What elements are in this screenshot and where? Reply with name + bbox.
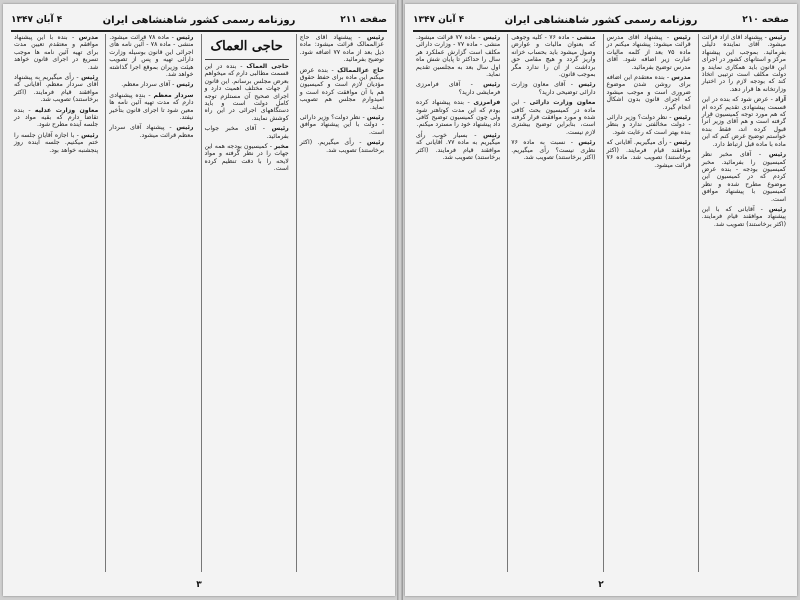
right-page-journal-title: روزنامه رسمی کشور شاهنشاهی ایران <box>504 15 698 26</box>
right-page-column-1 <box>698 34 789 572</box>
speech-text: - آقای مخبر نظر کمیسیون را بفرمائید. مخبر کمیسیون بودجه - بنده عرض کردم که در کمیسیون این موضوع مطرح شده و نظر کمیسیون با پیشنهاد موافق است. <box>701 151 786 203</box>
speech-text: - بنده معتقدم این اضافه برای روشن شدن موضوع ضروری است و موجب میشود که اجرای قانون بدون اشکال انجام گیرد. <box>606 74 691 111</box>
column-text <box>300 34 384 154</box>
speaker-name: رئیس <box>81 74 99 82</box>
speech-text: - بنده تقاضا دارم که بقیه مواد در جلسه آینده مطرح شود. <box>14 106 99 129</box>
left-page-column-4 <box>11 34 101 572</box>
paragraph <box>14 34 98 71</box>
speaker-name: رئیس <box>673 139 691 147</box>
right-page-header <box>413 14 789 32</box>
speech-text: - نسبت به ماده ۷۶ نظری نیست؟ رأی میگیریم. (اکثر برخاستند) تصویب شد. <box>511 139 596 162</box>
column-text <box>14 34 98 154</box>
speaker-name: رئیس <box>673 34 691 41</box>
speaker-name: سردار معظم <box>153 91 194 99</box>
speech-text: - عرض شود که بنده در این قسمت پیشنهادی تقدیم کرده ام که هم مورد توجه کمیسیون قرار گرفته است و هم آقای وزیر آنرا قبول کرده اند، فقط بنده خواستم توضیح عرض کنم که این ماده با ماده قبل ارتباط دارد. <box>701 96 786 148</box>
speech-text: - آقای سردار معظم. <box>121 81 175 89</box>
paragraph <box>109 81 193 88</box>
paragraph <box>702 34 786 93</box>
speaker-name: رئیس <box>768 205 787 213</box>
left-page-number: صفحه ۲۱۱ <box>340 15 387 25</box>
speech-text: - ماده ۷۶ - کلیه وجوهی که بعنوان مالیات و عوارض وصول میشود باید بحساب خزانه واریز گردد و هیچ مقامی حق برداشت از آن را ندارد مگر بموجب قانون. <box>511 34 596 79</box>
speech-text: - کمیسیون بودجه همه این جهات را در نظر گرفته و مواد لایحه را با دقت تنظیم کرده است. <box>204 143 289 173</box>
column-text <box>511 34 595 162</box>
speaker-name: رئیس <box>176 34 194 41</box>
left-page <box>3 4 395 596</box>
paragraph <box>702 206 786 228</box>
speaker-name: رئیس <box>366 139 384 147</box>
right-page <box>405 4 797 596</box>
left-page-column-2 <box>201 34 292 572</box>
left-page-journal-title: روزنامه رسمی کشور شاهنشاهی ایران <box>102 15 296 26</box>
speaker-name: منشی <box>576 34 596 41</box>
paragraph <box>416 99 500 129</box>
speech-text: - آقایانی که با این پیشنهاد موافقند قیام فرمایند. (اکثر برخاستند) تصویب شد. <box>701 205 786 228</box>
right-page-number: صفحه ۲۱۰ <box>742 15 789 25</box>
paragraph <box>511 81 595 96</box>
speaker-name: رئیس <box>768 151 787 159</box>
column-text <box>109 34 193 139</box>
speaker-name: معاون وزارت عدلیه <box>34 106 99 114</box>
right-page-column-4 <box>413 34 503 572</box>
speaker-name: رئیس <box>483 34 501 41</box>
paragraph <box>14 107 98 129</box>
paragraph <box>607 139 691 169</box>
speech-text: - بنده عرض میکنم این ماده برای حفظ حقوق مؤدیان لازم است و کمیسیون هم با آن موافقت کرده است و امیدوارم مجلس هم تصویب نماید. <box>299 66 384 111</box>
speech-text: - نظر دولت؟ وزیر دارائی - دولت مخالفتی ندارد و بنظر بنده بهتر است که رعایت شود. <box>606 114 691 136</box>
speaker-name: مدرس <box>78 34 99 41</box>
paragraph <box>109 92 193 122</box>
speech-text: - با اجازه آقایان جلسه را ختم میکنیم. جلسه آینده روز پنجشنبه خواهد بود. <box>14 131 99 154</box>
speech-text: - آقای فرامرزی فرمایشی دارید؟ <box>416 81 501 96</box>
column-text <box>607 34 691 169</box>
paragraph <box>205 63 289 122</box>
speech-text: - پیشنهاد آقای آزاد قرائت میشود. آقای نماینده دلیلی بفرمائید. بموجب این پیشنهاد مرکز و استانهای کشور در اجرای این قانون باید همکاری نمایند و دولت مکلف است ترتیبی اتخاذ کند که بودجه لازم را در اختیار وزارتخانه ها قرار دهد. <box>701 34 786 93</box>
speaker-name: رئیس <box>366 114 384 122</box>
speech-text: - رأی میگیریم. آقایانی که موافقند قیام فرمایند. (اکثر برخاستند) تصویب شد. ماده ۷۶ قرائت میشود. <box>606 139 691 169</box>
right-page-date: ۴ آبان ۱۳۴۷ <box>413 15 465 25</box>
paragraph <box>416 34 500 78</box>
paragraph <box>109 124 193 139</box>
column-text <box>702 34 786 228</box>
paragraph <box>607 74 691 111</box>
speaker-name: رئیس <box>81 131 99 139</box>
paragraph <box>511 99 595 136</box>
right-page-columns <box>413 34 789 572</box>
speaker-name: رئیس <box>176 124 194 132</box>
paragraph <box>14 74 98 104</box>
paragraph <box>14 132 98 154</box>
speaker-name: حاج عزالممالک <box>337 66 384 74</box>
left-page-column-1 <box>296 34 387 572</box>
paragraph <box>205 125 289 140</box>
paragraph <box>205 143 289 173</box>
section-heading: حاجی العماک <box>210 39 283 54</box>
paragraph <box>109 34 193 78</box>
right-page-footer-number: ۲ <box>598 580 604 590</box>
paragraph <box>300 139 384 154</box>
speech-text: - بنده پیشنهادی دارم که مدت تهیه آئین نامه ها معین شود تا اجرای قانون بتأخیر نیفتد. <box>109 91 194 122</box>
speech-text: - رأی میگیریم به پیشنهاد آقای سردار معظم. آقایانی که موافقند قیام فرمایند. (اکثر برخاستند) تصویب شد. <box>14 74 99 104</box>
speaker-name: رئیس <box>578 81 596 89</box>
speaker-name: حاجی العماک <box>246 63 289 70</box>
speech-text: - پیشنهاد آقای سردار معظم قرائت میشود. <box>109 124 194 139</box>
speech-text: - آقای معاون وزارت دارائی توضیحی دارید؟ <box>511 81 596 96</box>
speech-text: - بسیار خوب. رأی میگیریم به ماده ۷۷. آقایانی که موافقند قیام فرمایند. (اکثر برخاستند) تصویب شد. <box>416 131 501 162</box>
paragraph <box>607 114 691 136</box>
speech-text: - پیشنهاد آقای مدرس قرائت میشود: پیشنهاد میکنم در ماده ۷۵ بعد از کلمه مالیات عبارت زیر اضافه شود. آقای مدرس توضیح بفرمائید. <box>606 34 691 71</box>
left-page-columns <box>11 34 387 572</box>
speaker-name: آزاد <box>775 96 786 104</box>
paragraph <box>702 151 786 203</box>
speaker-name: رئیس <box>578 139 596 147</box>
paragraph <box>607 34 691 71</box>
speaker-name: رئیس <box>768 34 787 41</box>
paragraph <box>300 34 384 64</box>
speaker-name: فرامرزی <box>473 99 501 107</box>
speech-text: - بنده با این پیشنهاد موافقم و معتقدم تعیین مدت برای تهیه آئین نامه ها موجب تسریع در اجرای قانون خواهد شد. <box>14 34 99 71</box>
speech-text: - ماده ۷۷ قرائت میشود. منشی - ماده ۷۷ - وزارت دارائی مکلف است گزارش عملکرد هر سال را حداکثر تا پایان شش ماه اول سال بعد به مجلسین تقدیم نماید. <box>416 34 501 79</box>
left-page-date: ۴ آبان ۱۳۴۷ <box>11 15 63 25</box>
left-page-footer-number: ۳ <box>196 580 202 590</box>
column-text <box>416 34 500 162</box>
left-page-header <box>11 14 387 32</box>
paragraph <box>300 114 384 136</box>
speaker-name: رئیس <box>673 114 691 122</box>
paragraph <box>416 132 500 162</box>
speaker-name: معاون وزارت دارائی <box>529 99 596 107</box>
speech-text: - آقای مخبر جواب بفرمائید. <box>204 125 289 140</box>
paragraph <box>300 67 384 111</box>
speech-text: - پیشنهاد آقای حاج عزالممالک قرائت میشود: ماده ذیل بعد از ماده ۷۷ اضافه شود. توضیح بفرمائید. <box>299 34 385 64</box>
paragraph <box>416 81 500 96</box>
speech-text: - ماده ۷۸ قرائت میشود. منشی - ماده ۷۸ - آئین نامه های اجرائی این قانون بوسیله وزارت دارائی تهیه و پس از تصویب هیئت وزیران بموقع اجرا گذاشته خواهد شد. <box>109 34 194 79</box>
speech-text: - این ماده در کمیسیون بحث کافی شده و مورد موافقت قرار گرفته است، بنابراین توضیح بیشتری لازم نیست. <box>511 99 596 136</box>
speech-text: - بنده در این قسمت مطالبی دارم که میخواهم بعرض مجلس برسانم. این قانون از جهات مختلف اهمیت دارد و اجرای صحیح آن مستلزم توجه کامل دولت است و باید دستگاههای اجرائی در این راه کوشش نمایند. <box>204 63 289 122</box>
paragraph <box>702 96 786 148</box>
speaker-name: رئیس <box>176 81 194 89</box>
speech-text: - بنده پیشنهاد کرده بودم که این مدت کوتاهتر شود ولی چون کمیسیون توضیح کافی داد پیشنهاد خود را مسترد میکنم. <box>416 99 501 129</box>
speaker-name: مدرس <box>671 74 691 82</box>
speaker-name: مخبر <box>274 143 289 151</box>
right-page-column-3 <box>507 34 598 572</box>
left-page-column-3 <box>105 34 196 572</box>
speech-text: - نظر دولت؟ وزیر دارائی - دولت با این پیشنهاد موافق است. <box>299 114 384 136</box>
paragraph <box>511 34 595 78</box>
right-page-column-2 <box>603 34 694 572</box>
speaker-name: رئیس <box>483 131 501 139</box>
paragraph <box>511 139 595 161</box>
speaker-name: رئیس <box>366 34 385 41</box>
section-rule <box>205 59 289 60</box>
book-gutter <box>397 0 403 600</box>
speaker-name: رئیس <box>271 125 289 133</box>
speaker-name: رئیس <box>483 81 501 89</box>
speech-text: - رأی میگیریم. (اکثر برخاستند) تصویب شد. <box>299 139 384 154</box>
column-text <box>205 39 289 173</box>
